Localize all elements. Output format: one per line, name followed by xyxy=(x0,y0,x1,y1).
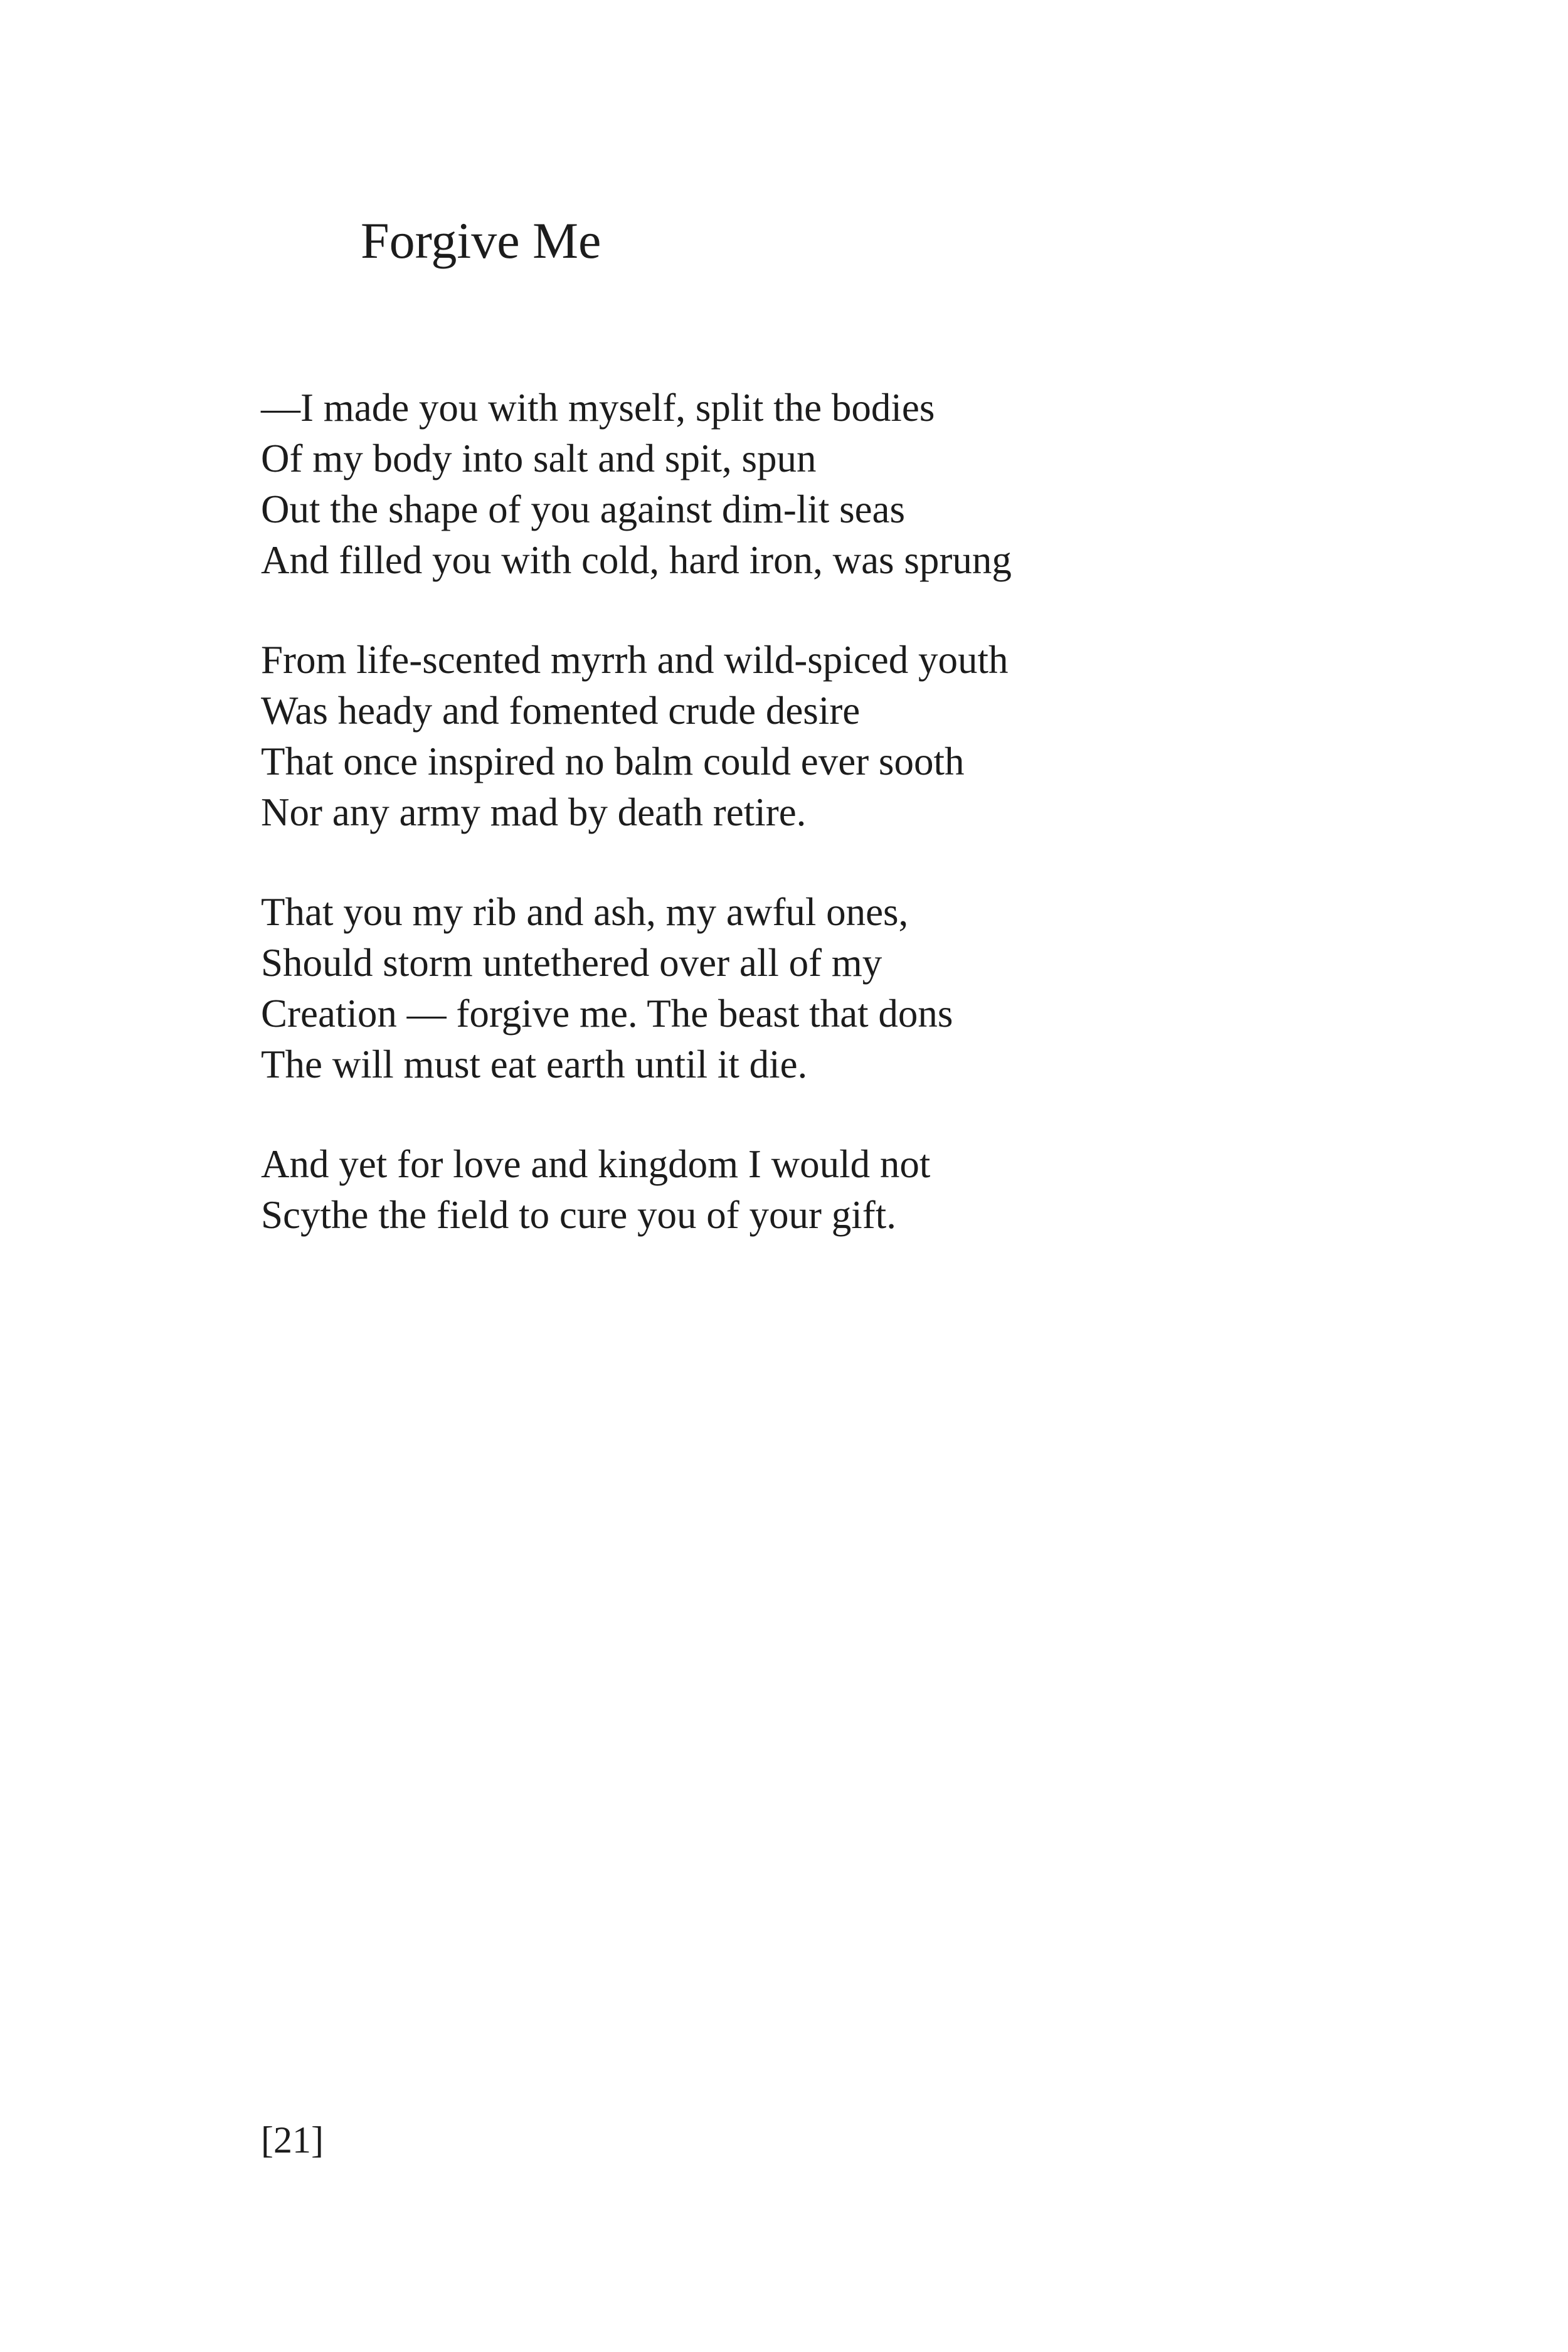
poem-title: Forgive Me xyxy=(361,212,601,269)
poem-line: And yet for love and kingdom I would not xyxy=(261,1142,931,1186)
stanza-4 xyxy=(261,1139,1453,1241)
stanza-3 xyxy=(261,887,1453,1090)
stanza-2 xyxy=(261,635,1453,838)
poem-line: Scythe the field to cure you of your gift. xyxy=(261,1193,896,1237)
poem-line: —I made you with myself, split the bodies xyxy=(261,386,935,430)
poem-line: Nor any army mad by death retire. xyxy=(261,790,807,834)
stanza-1 xyxy=(261,383,1453,586)
poem-line: That once inspired no balm could ever sooth xyxy=(261,739,965,783)
poem-line: Of my body into salt and spit, spun xyxy=(261,437,817,480)
poem-line: The will must eat earth until it die. xyxy=(261,1042,808,1086)
poem-line: Out the shape of you against dim-lit seas xyxy=(261,487,906,531)
page-number: [21] xyxy=(261,2119,324,2161)
poem-line: That you my rib and ash, my awful ones, xyxy=(261,890,909,934)
poem-line: Creation — forgive me. The beast that dons xyxy=(261,992,953,1036)
poem-body xyxy=(261,383,1453,1290)
poem-line: From life-scented myrrh and wild-spiced youth xyxy=(261,638,1009,682)
poem-line: And filled you with cold, hard iron, was sprung xyxy=(261,538,1012,582)
poem-line: Was heady and fomented crude desire xyxy=(261,689,861,733)
poem-line: Should storm untethered over all of my xyxy=(261,941,882,985)
